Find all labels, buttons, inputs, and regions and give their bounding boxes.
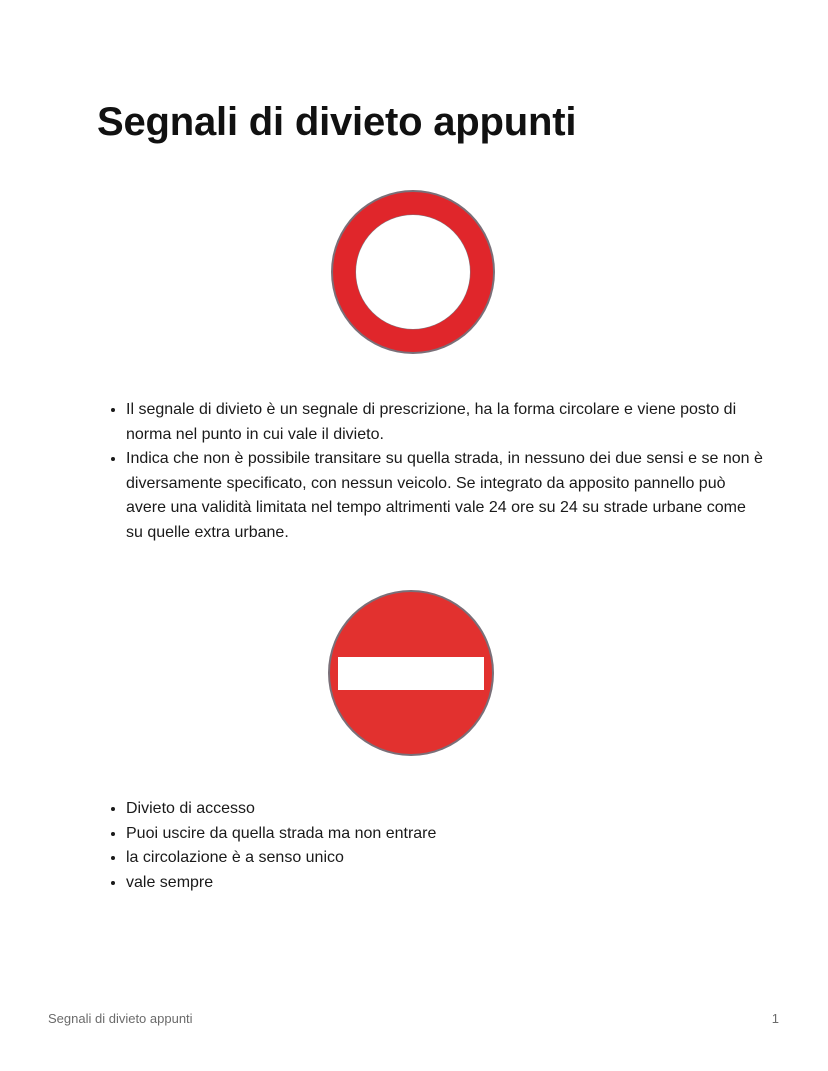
list-item: • Divieto di accesso: [126, 797, 766, 822]
list-item: • Puoi uscire da quella strada ma non entrare: [126, 822, 766, 847]
bullet-list-no-vehicles: [97, 398, 766, 545]
page-number: 1: [771, 1011, 779, 1026]
page-title: Segnali di divieto appunti: [97, 100, 577, 144]
footer-title: Segnali di divieto appunti: [48, 1011, 193, 1026]
bullet-list-no-entry: [97, 797, 766, 895]
list-item: • la circolazione è a senso unico: [126, 846, 766, 871]
list-item: • Indica che non è possibile transitare su quella strada, in nessuno dei due sensi e se non è diversamente specificato, con nessun veicolo. Se integrato da apposito pannello può avere una validità limitata nel tempo altrimenti vale 24 ore su 24 su strade urbane come su quelle extra urbane.: [126, 447, 766, 545]
no-vehicles-sign-icon: [330, 189, 496, 355]
list-item: • Il segnale di divieto è un segnale di prescrizione, ha la forma circolare e viene posto di norma nel punto in cui vale il divieto.: [126, 398, 766, 447]
list-item: • vale sempre: [126, 871, 766, 896]
no-entry-sign-icon: [327, 589, 495, 757]
